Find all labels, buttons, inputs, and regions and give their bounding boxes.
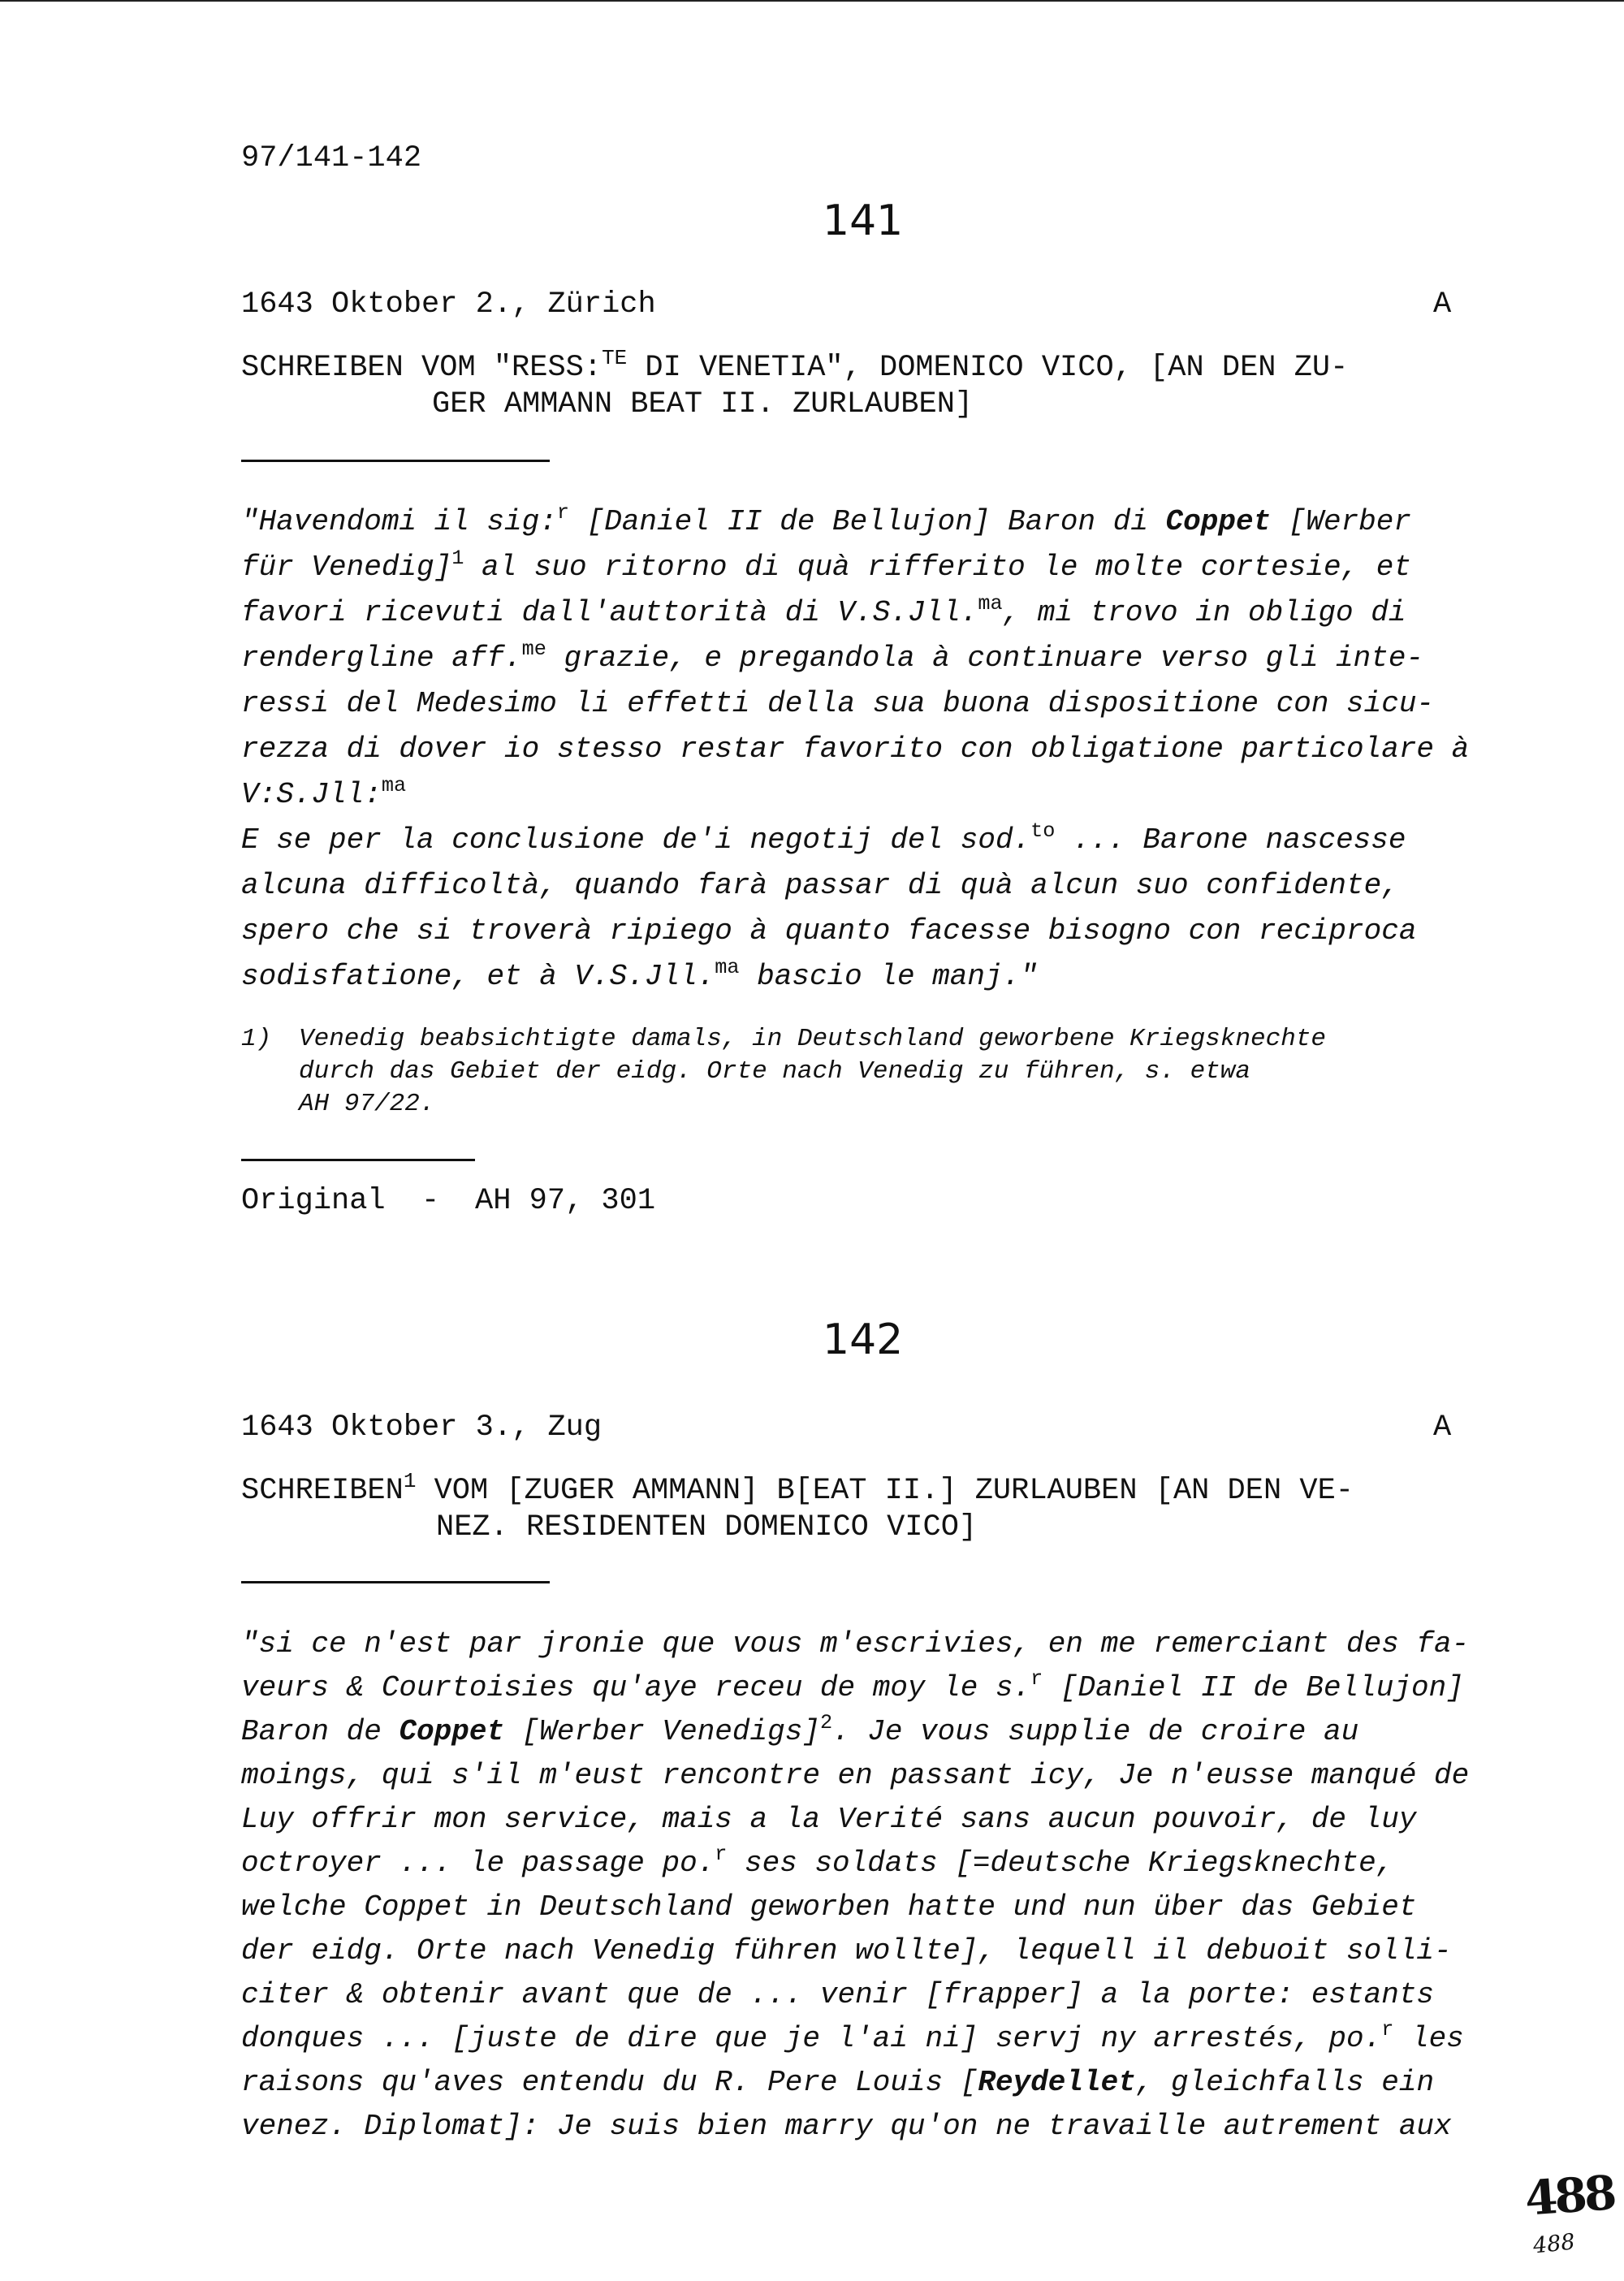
body-line: venez. Diplomat]: Je suis bien marry qu'on ne travaille autrement aux — [241, 2110, 1452, 2143]
body-line: Luy offrir mon service, mais a la Verité sans aucun pouvoir, de luy — [241, 1803, 1417, 1836]
document-title-line: NEZ. RESIDENTEN DOMENICO VICO] — [436, 1510, 978, 1544]
body-line: octroyer ... le passage po.$^r$ ses soldats [=deutsche Kriegsknechte, — [241, 1843, 1394, 1880]
body-line: veurs & Courtoisies qu'aye receu de moy le s.$^r$ [Daniel II de Bellujon] — [241, 1667, 1464, 1704]
body-line: für Venedig]$^1$ al suo ritorno di quà rifferito le molte cortesie, et — [241, 546, 1411, 584]
body-line: raisons qu'aves entendu du R. Pere Louis [Reydellet, gleichfalls ein — [241, 2066, 1435, 2099]
separator-rule — [241, 1581, 550, 1583]
handwritten-page-stamp-small: 488 — [1531, 2229, 1577, 2259]
source-reference: AH 97, 301 — [475, 1184, 656, 1218]
footnote-line: durch das Gebiet der eidg. Orte nach Venedig zu führen, s. etwa — [299, 1057, 1250, 1086]
document-title-line: GER AMMANN BEAT II. ZURLAUBEN] — [432, 387, 974, 421]
document-date-place: 1643 Oktober 2., Zürich — [241, 287, 656, 322]
body-line: E se per la conclusione de'i negotij del sod.$^{to}$ ... Barone nascesse — [241, 819, 1406, 857]
footnote-marker: 1) — [241, 1025, 272, 1053]
body-line: Baron de Coppet [Werber Venedigs]$^2$. Je vous supplie de croire au — [241, 1711, 1359, 1748]
body-line: welche Coppet in Deutschland geworben hatte und nun über das Gebiet — [241, 1890, 1417, 1924]
document-number: 142 — [823, 1315, 904, 1364]
body-line: spero che si troverà ripiego à quanto facesse bisogno con reciproca — [241, 914, 1417, 948]
separator-rule — [241, 1159, 475, 1161]
body-line: moings, qui s'il m'eust rencontre en passant icy, Je n'eusse manqué de — [241, 1759, 1470, 1792]
body-line: der eidg. Orte nach Venedig führen wollte], lequell il debuoit solli- — [241, 1934, 1452, 1968]
body-line: V:S.Jll:$^{ma}$ — [241, 774, 407, 811]
body-line: "Havendomi il sig:$^r$ [Daniel II de Bellujon] Baron di Coppet [Werber — [241, 501, 1411, 538]
source-label: Original — [241, 1184, 386, 1218]
scan-top-edge — [0, 0, 1624, 2]
body-line: rezza di dover io stesso restar favorito con obligatione particolare à — [241, 732, 1470, 766]
body-line: donques ... [juste de dire que je l'ai ni] servj ny arrestés, po.$^r$ les — [241, 2018, 1464, 2055]
footnote-line: Venedig beabsichtigte damals, in Deutschland geworbene Kriegsknechte — [299, 1025, 1327, 1053]
document-type-letter: A — [1433, 287, 1452, 322]
document-title-line: SCHREIBEN VOM "RESS:$^{TE}$ DI VENETIA", DOMENICO VICO, [AN DEN ZU- — [241, 345, 1349, 385]
handwritten-page-stamp: 488 — [1522, 2165, 1616, 2227]
document-title-line: SCHREIBEN$^1$ VOM [ZUGER AMMANN] B[EAT II.] ZURLAUBEN [AN DEN VE- — [241, 1468, 1354, 1508]
source-dash: - — [421, 1184, 440, 1218]
body-line: alcuna difficoltà, quando farà passar di quà alcun suo confidente, — [241, 869, 1399, 902]
page-reference: 97/141-142 — [241, 141, 422, 175]
body-line: ressi del Medesimo li effetti della sua buona dispositione con sicu- — [241, 687, 1435, 720]
document-date-place: 1643 Oktober 3., Zug — [241, 1411, 603, 1445]
body-line: sodisfatione, et à V.S.Jll.$^{ma}$ bascio le manj." — [241, 956, 1038, 993]
document-number: 141 — [823, 197, 904, 245]
body-line: favori ricevuti dall'auttorità di V.S.Jll.$^{ma}$, mi trovo in obligo di — [241, 592, 1406, 629]
separator-rule — [241, 460, 550, 462]
document-type-letter: A — [1433, 1411, 1452, 1445]
body-line: rendergline aff.$^{me}$ grazie, e pregandola à continuare verso gli inte- — [241, 637, 1424, 675]
body-line: citer & obtenir avant que de ... venir [frapper] a la porte: estants — [241, 1978, 1435, 2011]
footnote-line: AH 97/22. — [299, 1090, 435, 1118]
body-line: "si ce n'est par jronie que vous m'escrivies, en me remerciant des fa- — [241, 1627, 1470, 1661]
